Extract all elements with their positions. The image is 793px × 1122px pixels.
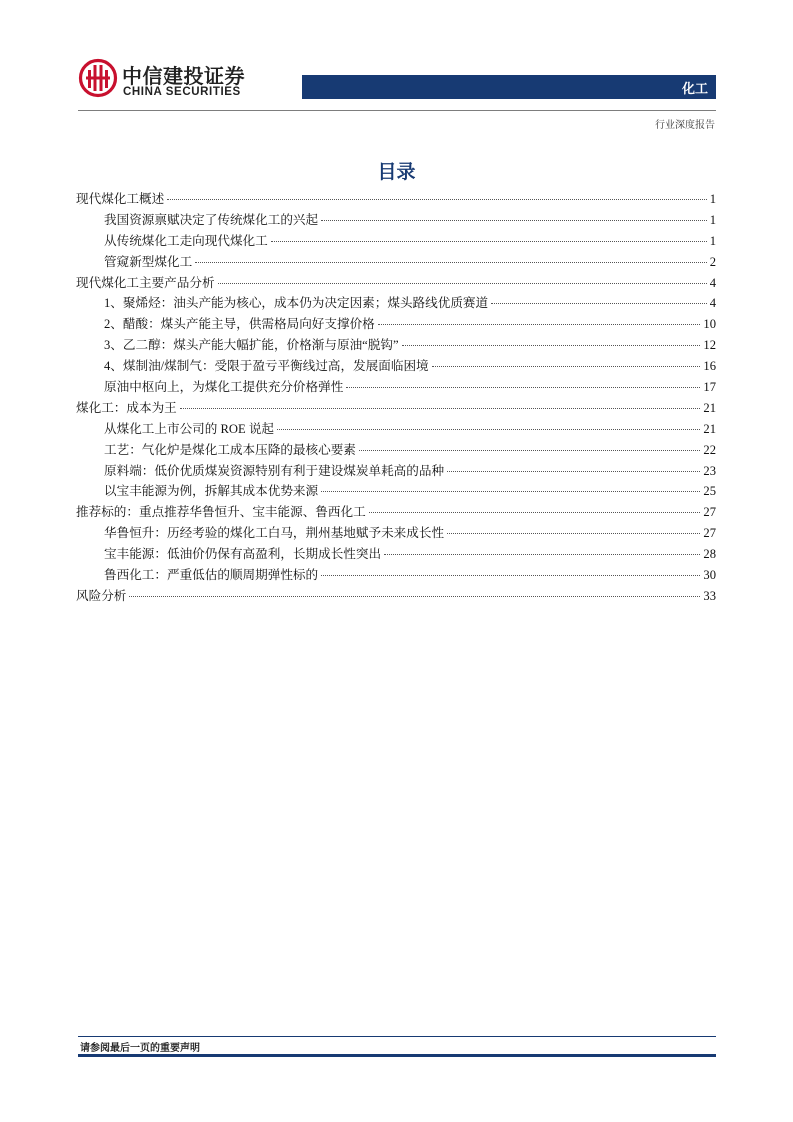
toc-entry-page: 25 bbox=[703, 484, 716, 499]
toc-leader-dots bbox=[432, 366, 701, 367]
toc-entry-page: 16 bbox=[703, 359, 716, 374]
toc-leader-dots bbox=[378, 324, 701, 325]
toc-entry-section[interactable] bbox=[76, 586, 716, 607]
toc-entry-page: 27 bbox=[703, 505, 716, 520]
toc-entry-text: 我国资源禀赋决定了传统煤化工的兴起 bbox=[104, 212, 319, 227]
company-logo bbox=[78, 58, 258, 104]
report-type: 行业深度报告 bbox=[655, 120, 715, 131]
sector-bar bbox=[302, 75, 716, 99]
toc-entry-text: 现代煤化工主要产品分析 bbox=[76, 275, 215, 290]
toc-entry-page: 21 bbox=[703, 400, 716, 415]
toc-entry-page: 10 bbox=[703, 317, 716, 332]
toc-entry-subsection[interactable] bbox=[76, 314, 716, 335]
toc-entry-text: 从煤化工上市公司的 ROE 说起 bbox=[104, 421, 275, 436]
toc-entry-text: 4、煤制油/煤制气：受限于盈亏平衡线过高，发展面临困境 bbox=[104, 359, 429, 374]
toc-entry-subsection[interactable] bbox=[76, 565, 716, 586]
toc-entry-subsection[interactable] bbox=[76, 252, 716, 273]
toc-entry-page: 22 bbox=[703, 442, 716, 457]
toc-title: 目录 bbox=[377, 161, 416, 183]
toc-entry-page: 21 bbox=[703, 421, 716, 436]
toc-leader-dots bbox=[447, 471, 700, 472]
toc-leader-dots bbox=[346, 387, 700, 388]
toc-leader-dots bbox=[369, 512, 701, 513]
brand-name-en: CHINA SECURITIES bbox=[123, 86, 241, 98]
toc-entry-page: 4 bbox=[709, 296, 716, 311]
toc-leader-dots bbox=[384, 554, 700, 555]
toc-entry-text: 原油中枢向上，为煤化工提供充分价格弹性 bbox=[104, 380, 344, 395]
toc-entry-page: 30 bbox=[703, 568, 716, 583]
toc-entry-text: 1、聚烯烃：油头产能为核心，成本仍为决定因素；煤头路线优质赛道 bbox=[104, 296, 489, 311]
toc-entry-page: 23 bbox=[703, 463, 716, 478]
toc-entry-subsection[interactable] bbox=[76, 440, 716, 461]
toc-entry-page: 33 bbox=[703, 588, 716, 603]
toc-entry-text: 推荐标的：重点推荐华鲁恒升、宝丰能源、鲁西化工 bbox=[76, 505, 366, 520]
toc-entry-subsection[interactable] bbox=[76, 377, 716, 398]
toc-entry-text: 煤化工：成本为王 bbox=[76, 400, 177, 415]
toc-entry-subsection[interactable] bbox=[76, 293, 716, 314]
footer-divider-thin bbox=[78, 1036, 716, 1037]
toc-entry-subsection[interactable] bbox=[76, 523, 716, 544]
toc-entry-subsection[interactable] bbox=[76, 231, 716, 252]
brand-name-cn: 中信建投证券 bbox=[122, 64, 245, 88]
toc-entry-section[interactable] bbox=[76, 398, 716, 419]
footer-disclaimer: 请参阅最后一页的重要声明 bbox=[80, 1043, 200, 1054]
toc-entry-text: 风险分析 bbox=[76, 588, 127, 603]
toc-entry-subsection[interactable] bbox=[76, 210, 716, 231]
toc-entry-page: 17 bbox=[703, 380, 716, 395]
toc-entry-page: 1 bbox=[709, 192, 716, 206]
toc-leader-dots bbox=[277, 429, 700, 430]
sector-label: 化工 bbox=[681, 82, 708, 97]
toc-leader-dots bbox=[321, 220, 707, 221]
toc-entry-text: 管窥新型煤化工 bbox=[104, 254, 193, 269]
toc-leader-dots bbox=[129, 596, 700, 597]
toc-entry-text: 从传统煤化工走向现代煤化工 bbox=[104, 233, 268, 248]
toc-leader-dots bbox=[180, 408, 701, 409]
table-of-contents bbox=[76, 189, 716, 607]
toc-leader-dots bbox=[271, 241, 707, 242]
toc-leader-dots bbox=[167, 199, 707, 200]
toc-entry-page: 2 bbox=[709, 254, 716, 269]
toc-entry-text: 3、乙二醇：煤头产能大幅扩能，价格渐与原油“脱钩” bbox=[104, 338, 399, 353]
toc-entry-text: 现代煤化工概述 bbox=[76, 192, 165, 206]
toc-entry-text: 华鲁恒升：历经考验的煤化工白马，荆州基地赋予未来成长性 bbox=[104, 526, 445, 541]
toc-entry-text: 鲁西化工：严重低估的顺周期弹性标的 bbox=[104, 568, 319, 583]
toc-leader-dots bbox=[321, 575, 700, 576]
toc-entry-section[interactable] bbox=[76, 502, 716, 523]
toc-entry-text: 工艺：气化炉是煤化工成本压降的最核心要素 bbox=[104, 442, 356, 457]
toc-leader-dots bbox=[491, 303, 707, 304]
toc-leader-dots bbox=[402, 345, 701, 346]
toc-entry-page: 1 bbox=[709, 233, 716, 248]
toc-entry-subsection[interactable] bbox=[76, 419, 716, 440]
toc-entry-subsection[interactable] bbox=[76, 335, 716, 356]
toc-entry-text: 2、醋酸：煤头产能主导，供需格局向好支撑价格 bbox=[104, 317, 375, 332]
toc-entry-page: 4 bbox=[709, 275, 716, 290]
toc-entry-subsection[interactable] bbox=[76, 481, 716, 502]
toc-entry-text: 原料端：低价优质煤炭资源特别有利于建设煤炭单耗高的品种 bbox=[104, 463, 445, 478]
toc-entry-page: 28 bbox=[703, 547, 716, 562]
header-divider bbox=[78, 110, 716, 111]
toc-leader-dots bbox=[447, 533, 700, 534]
citic-logo-icon bbox=[78, 58, 118, 98]
toc-entry-text: 以宝丰能源为例，拆解其成本优势来源 bbox=[104, 484, 319, 499]
toc-leader-dots bbox=[359, 450, 701, 451]
toc-entry-section[interactable] bbox=[76, 189, 716, 210]
toc-entry-subsection[interactable] bbox=[76, 356, 716, 377]
toc-entry-subsection[interactable] bbox=[76, 544, 716, 565]
footer-divider-thick bbox=[78, 1054, 716, 1057]
toc-leader-dots bbox=[218, 283, 707, 284]
toc-entry-text: 宝丰能源：低油价仍保有高盈利，长期成长性突出 bbox=[104, 547, 382, 562]
toc-entry-page: 12 bbox=[703, 338, 716, 353]
toc-entry-section[interactable] bbox=[76, 273, 716, 294]
toc-entry-subsection[interactable] bbox=[76, 461, 716, 482]
toc-leader-dots bbox=[195, 262, 707, 263]
toc-entry-page: 27 bbox=[703, 526, 716, 541]
toc-leader-dots bbox=[321, 491, 700, 492]
toc-entry-page: 1 bbox=[709, 212, 716, 227]
